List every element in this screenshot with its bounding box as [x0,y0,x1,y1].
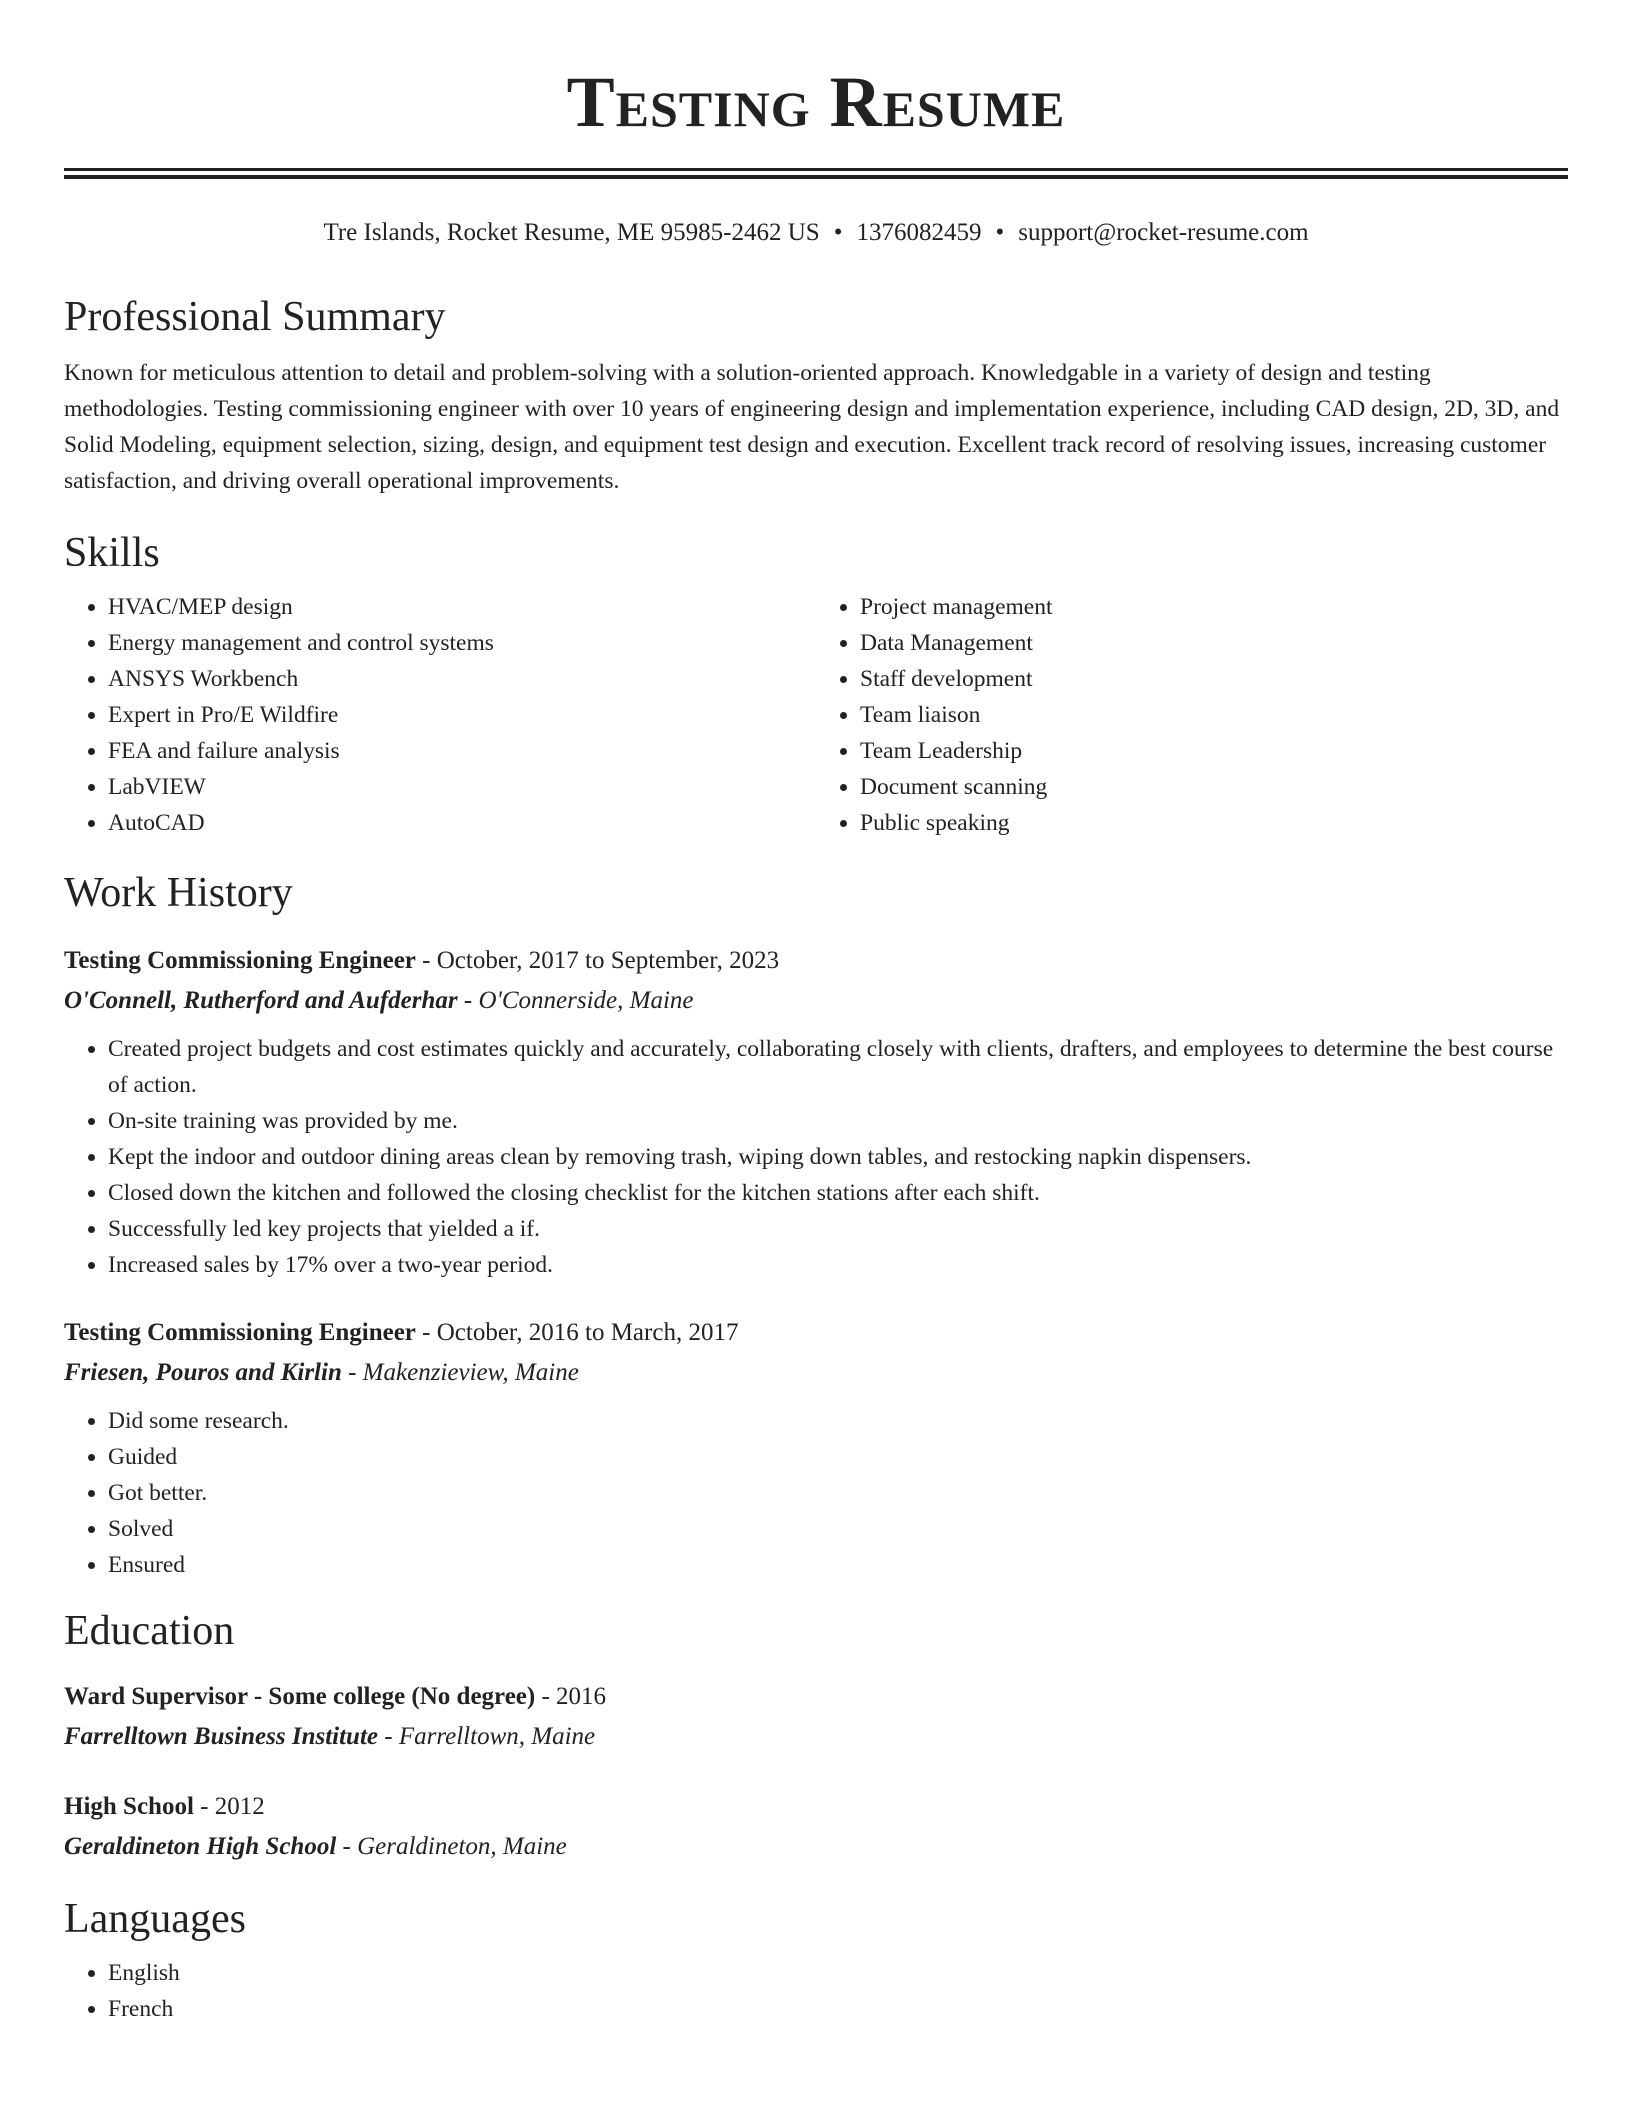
job-title: Testing Commissioning Engineer [64,947,416,974]
job-company-line [64,1353,1568,1393]
contact-phone: 1376082459 [856,219,982,246]
job-bullet: • Ensured [108,1547,1568,1583]
skill-item: • LabVIEW [108,769,816,805]
job-company: O'Connell, Rutherford and Aufderhar [64,987,458,1014]
job-bullet: • Kept the indoor and outdoor dining areas clean by removing trash, wiping down tables, and restocking napkin dispensers. [108,1139,1568,1175]
job-location: - Makenzieview, Maine [341,1359,579,1386]
education-year: - 2012 [193,1793,265,1820]
skill-item: • Team Leadership [860,733,1568,769]
section-heading-summary: Professional Summary [64,294,446,340]
job-title: Testing Commissioning Engineer [64,1319,416,1346]
contact-line [64,215,1568,251]
job-dates: - October, 2016 to March, 2017 [415,1319,739,1346]
education-school-line [64,1827,1568,1867]
skill-item: • Project management [860,589,1568,625]
skills-list-right [816,589,1568,841]
skill-item: • Team liaison [860,697,1568,733]
section-heading-skills: Skills [64,530,160,576]
education-school-line [64,1717,1568,1757]
job-bullet: • Solved [108,1511,1568,1547]
job-bullets [64,1031,1568,1283]
header-divider [64,168,1568,179]
skills-columns [64,589,1568,841]
skill-item: • FEA and failure analysis [108,733,816,769]
contact-email: support@rocket-resume.com [1018,219,1309,246]
job-title-line [64,1313,1568,1353]
education-school: Farrelltown Business Institute [64,1723,379,1750]
job-bullets [64,1403,1568,1583]
job-title-line [64,941,1568,981]
language-item: • English [108,1955,1568,1991]
contact-address: Tre Islands, Rocket Resume, ME 95985-2462 US [323,219,820,246]
languages-list [64,1955,1568,2027]
job-entry [64,1313,1568,1583]
contact-separator: • [995,219,1005,246]
job-bullet: • Did some research. [108,1403,1568,1439]
education-degree: Ward Supervisor - Some college (No degree) [64,1683,536,1710]
job-dates: - October, 2017 to September, 2023 [415,947,780,974]
resume-name: Testing Resume [566,62,1066,142]
skill-item: • Staff development [860,661,1568,697]
education-location: - Farrelltown, Maine [378,1723,596,1750]
skill-item: • Expert in Pro/E Wildfire [108,697,816,733]
skill-item: • Document scanning [860,769,1568,805]
skill-item: • Public speaking [860,805,1568,841]
job-entry [64,941,1568,1283]
job-bullet: • On-site training was provided by me. [108,1103,1568,1139]
education-degree: High School [64,1793,194,1820]
section-heading-education: Education [64,1608,235,1654]
education-degree-line [64,1677,1568,1717]
skills-list-left [64,589,816,841]
education-entry [64,1677,1568,1757]
section-heading-languages: Languages [64,1896,246,1942]
education-degree-line [64,1787,1568,1827]
job-bullet: • Created project budgets and cost estimates quickly and accurately, collaborating closely with clients, drafters, and employees to determine the best course of action. [108,1031,1568,1103]
job-bullet: • Guided [108,1439,1568,1475]
skill-item: • Energy management and control systems [108,625,816,661]
job-bullet: • Got better. [108,1475,1568,1511]
education-location: - Geraldineton, Maine [336,1833,567,1860]
education-year: - 2016 [535,1683,607,1710]
education-entry [64,1787,1568,1867]
education-school: Geraldineton High School [64,1833,337,1860]
skill-item: • AutoCAD [108,805,816,841]
skill-item: • ANSYS Workbench [108,661,816,697]
summary-text: Known for meticulous attention to detail and problem-solving with a solution-oriented approach. Knowledgable in a variety of design and testing methodologies. Testing commissioning engineer with over 10 years of engineering design and implementation experience, including CAD design, 2D, 3D, and Solid Modeling, equipment selection, sizing, design, and equipment test design and execution. Excellent track record of resolving issues, increasing customer satisfaction, and driving overall operational improvements. [64,360,1560,494]
language-item: • French [108,1991,1568,2027]
job-bullet: • Closed down the kitchen and followed the closing checklist for the kitchen stations after each shift. [108,1175,1568,1211]
skill-item: • Data Management [860,625,1568,661]
contact-separator: • [833,219,843,246]
job-company: Friesen, Pouros and Kirlin [64,1359,342,1386]
job-bullet: • Increased sales by 17% over a two-year period. [108,1247,1568,1283]
job-location: - O'Connerside, Maine [457,987,694,1014]
skill-item: • HVAC/MEP design [108,589,816,625]
job-company-line [64,981,1568,1021]
section-heading-work-history: Work History [64,870,293,916]
job-bullet: • Successfully led key projects that yielded a if. [108,1211,1568,1247]
